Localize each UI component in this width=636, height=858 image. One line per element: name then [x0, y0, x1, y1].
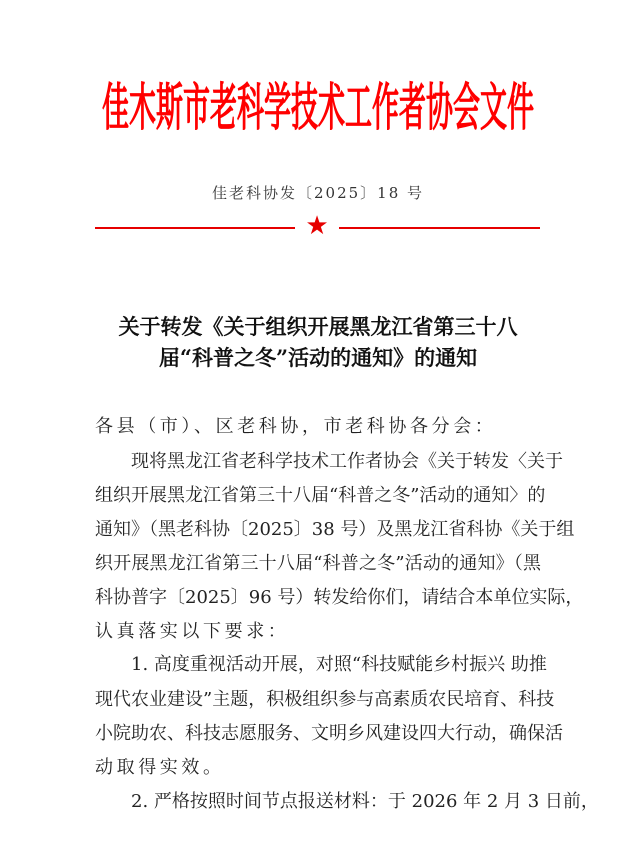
- body-line: 认真落实以下要求：: [95, 621, 290, 642]
- salutation: 各县（市）、区老科协，市老科协各分会：: [95, 416, 497, 437]
- body-line: 科协普字〔2025〕96 号）转发给你们，请结合本单位实际，: [95, 587, 584, 608]
- document-number: 佳老科协发〔2025〕18 号: [211, 184, 425, 202]
- star-icon: ★: [305, 211, 329, 241]
- body-line: 小院助农、科技志愿服务、文明乡风建设四大行动，确保活: [95, 723, 563, 744]
- body-line: 织开展黑龙江省第三十八届“科普之冬”活动的通知》（黑: [95, 553, 541, 574]
- body-line: 2. 严格按照时间节点报送材料：于 2026 年 2 月 3 日前，: [131, 791, 599, 812]
- document-title-line-1: 关于转发《关于组织开展黑龙江省第三十八: [118, 314, 518, 339]
- red-divider-left: [95, 227, 295, 229]
- issuer-masthead: [95, 80, 541, 141]
- body-line: 通知》（黑老科协〔2025〕38 号）及黑龙江省科协《关于组: [95, 519, 575, 540]
- body-line: 1. 高度重视活动开展，对照“科技赋能乡村振兴 助推: [131, 654, 547, 675]
- issuer-name: 佳木斯市老科学技术工作者协会文件: [102, 79, 534, 139]
- body-line: 动取得实效。: [95, 757, 225, 778]
- document-title-line-2: 届“科普之冬”活动的通知》的通知: [158, 345, 478, 370]
- body-line: 现代农业建设”主题，积极组织参与高素质农民培育、科技: [95, 689, 555, 710]
- body-line: 现将黑龙江省老科学技术工作者协会《关于转发〈关于: [131, 451, 563, 472]
- red-divider-right: [339, 227, 540, 229]
- body-line: 组织开展黑龙江省第三十八届“科普之冬”活动的通知〉的: [95, 485, 546, 506]
